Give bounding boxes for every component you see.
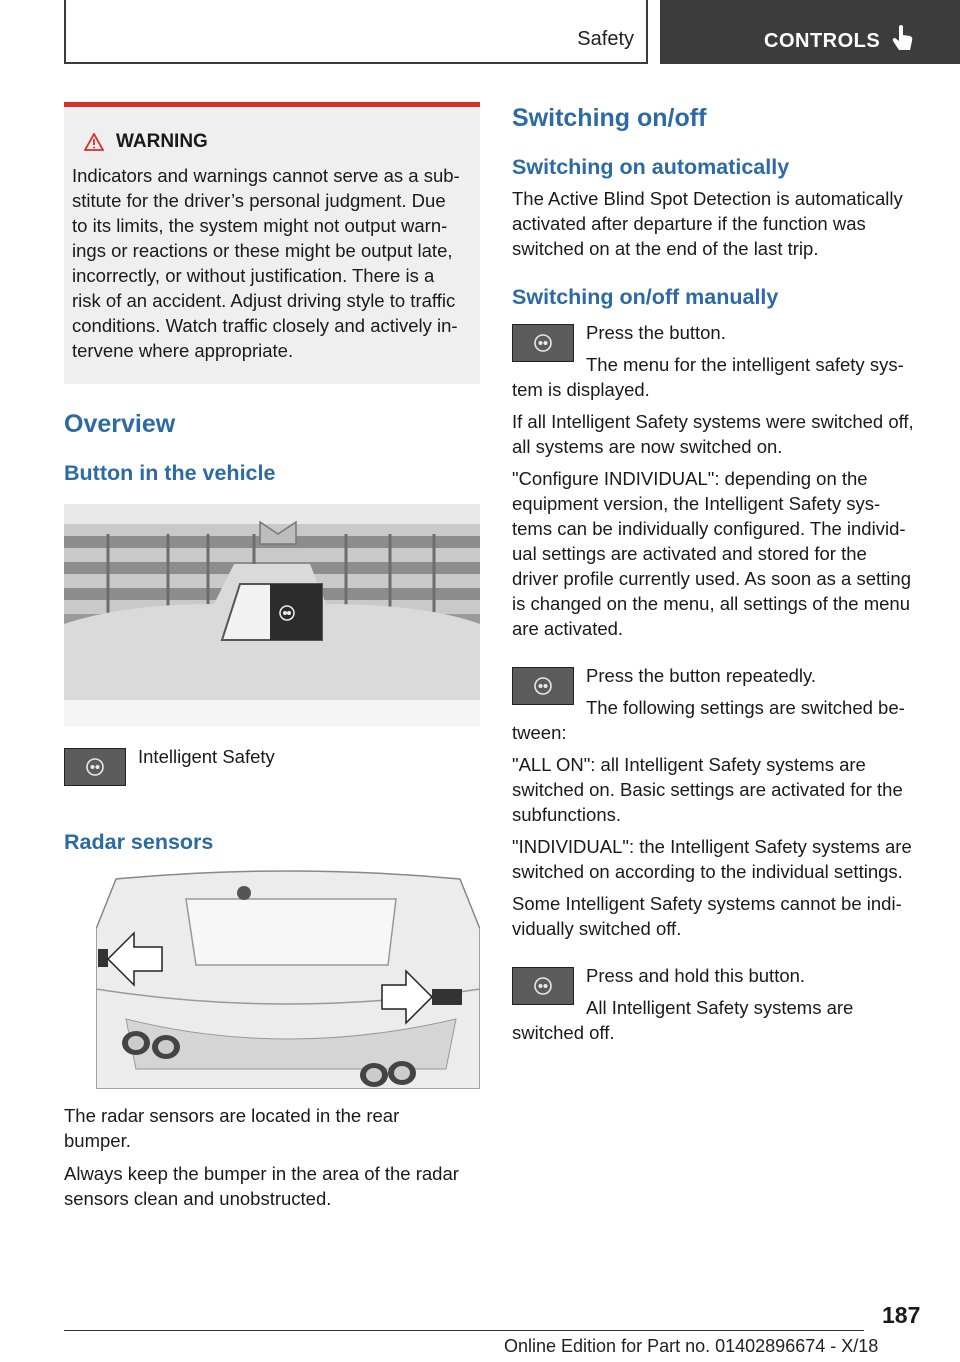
intelligent-safety-button-icon bbox=[64, 748, 126, 786]
intelligent-safety-button-icon bbox=[512, 667, 574, 705]
text-line: switched on according to the individual settings. bbox=[512, 861, 903, 882]
button-in-vehicle-heading: Button in the vehicle bbox=[64, 461, 276, 485]
text-line: is changed on the menu, all settings of the menu bbox=[512, 593, 911, 614]
left-column bbox=[64, 102, 480, 1211]
text-line: "ALL ON": all Intelligent Safety systems are bbox=[512, 754, 866, 775]
press-repeatedly-row bbox=[512, 663, 928, 720]
footer-edition: Online Edition for Part no. 01402896674 - X/18 bbox=[504, 1336, 879, 1356]
text-line: "Configure INDIVIDUAL": depending on the bbox=[512, 468, 868, 489]
switching-heading: Switching on/off bbox=[512, 104, 707, 132]
text-line: Press and hold this button. bbox=[586, 965, 806, 986]
warning-line: stitute for the driver’s personal judgment. Due bbox=[72, 190, 446, 211]
warning-line: incorrectly, or without justification. There is a bbox=[72, 265, 435, 286]
text-line: Always keep the bumper in the area of the radar bbox=[64, 1163, 459, 1184]
warning-line: conditions. Watch traffic closely and actively in- bbox=[72, 315, 458, 336]
pointing-hand-icon bbox=[892, 24, 914, 52]
switching-auto-text bbox=[512, 186, 928, 261]
text-line: switched on at the end of the last trip. bbox=[512, 238, 819, 259]
text-line: tems can be individually configured. The individ- bbox=[512, 518, 906, 539]
switching-auto-heading: Switching on automatically bbox=[512, 155, 790, 179]
text-line: are activated. bbox=[512, 618, 624, 639]
all-on-text bbox=[512, 752, 928, 827]
text-line: driver profile currently used. As soon as a setting bbox=[512, 568, 911, 589]
radar-sensors-heading: Radar sensors bbox=[64, 830, 214, 854]
individual-text bbox=[512, 834, 928, 884]
text-line: equipment version, the Intelligent Safety sys- bbox=[512, 493, 881, 514]
press-button-text bbox=[586, 320, 904, 377]
text-line: Press the button. bbox=[586, 322, 726, 343]
warning-title bbox=[84, 131, 466, 153]
warning-line: to its limits, the system might not output warn- bbox=[72, 215, 448, 236]
header-chapter-label: CONTROLS bbox=[764, 30, 881, 52]
text-line: The radar sensors are located in the rear bbox=[64, 1105, 400, 1126]
warning-line: ings or reactions or these might be output late, bbox=[72, 240, 453, 261]
press-hold-text bbox=[586, 963, 853, 1020]
warning-line: tervene where appropriate. bbox=[72, 340, 294, 361]
configure-individual-text bbox=[512, 466, 928, 641]
text-line: all systems are now switched on. bbox=[512, 436, 783, 457]
footer-divider bbox=[64, 1330, 864, 1331]
intelligent-safety-button-icon bbox=[512, 324, 574, 362]
text-line: The menu for the intelligent safety sys- bbox=[586, 354, 904, 375]
warning-line: Indicators and warnings cannot serve as a sub- bbox=[72, 165, 460, 186]
text-line: sensors clean and unobstructed. bbox=[64, 1188, 332, 1209]
switching-manual-heading: Switching on/off manually bbox=[512, 285, 779, 309]
warning-title-text: WARNING bbox=[116, 131, 208, 152]
intelligent-safety-button-row bbox=[64, 744, 480, 786]
cannot-switch-off-text bbox=[512, 891, 928, 941]
overview-heading: Overview bbox=[64, 410, 176, 438]
text-line: switched on. Basic settings are activated for the bbox=[512, 779, 903, 800]
text-line: "INDIVIDUAL": the Intelligent Safety systems are bbox=[512, 836, 912, 857]
all-off-switched-on-text bbox=[512, 409, 928, 459]
press-repeatedly-text bbox=[586, 663, 905, 720]
text-line: If all Intelligent Safety systems were switched off, bbox=[512, 411, 914, 432]
warning-box bbox=[64, 102, 480, 384]
header-section-label: Safety bbox=[577, 28, 634, 50]
following-settings-text: tween: bbox=[512, 722, 567, 743]
intelligent-safety-button-icon bbox=[512, 967, 574, 1005]
warning-text bbox=[72, 163, 466, 363]
intelligent-safety-caption: Intelligent Safety bbox=[138, 746, 275, 767]
text-line: ual settings are activated and stored for the bbox=[512, 543, 867, 564]
text-line: activated after departure if the function was bbox=[512, 213, 866, 234]
press-button-row bbox=[512, 320, 928, 377]
right-column bbox=[512, 102, 928, 1045]
header-section-tab bbox=[64, 0, 648, 64]
warning-triangle-icon bbox=[84, 133, 104, 151]
text-line: The following settings are switched be- bbox=[586, 697, 905, 718]
text-line: subfunctions. bbox=[512, 804, 622, 825]
page-number: 187 bbox=[882, 1302, 921, 1328]
text-line: The Active Blind Spot Detection is automatically bbox=[512, 188, 903, 209]
menu-displayed-text: tem is displayed. bbox=[512, 379, 650, 400]
warning-line: risk of an accident. Adjust driving style to traffic bbox=[72, 290, 456, 311]
all-switched-off-text: switched off. bbox=[512, 1022, 615, 1043]
keep-clean-text bbox=[64, 1161, 480, 1211]
text-line: Press the button repeatedly. bbox=[586, 665, 817, 686]
text-line: bumper. bbox=[64, 1130, 131, 1151]
rear-bumper-illustration bbox=[96, 869, 480, 1089]
press-hold-row bbox=[512, 963, 928, 1020]
text-line: All Intelligent Safety systems are bbox=[586, 997, 854, 1018]
text-line: vidually switched off. bbox=[512, 918, 682, 939]
radar-location-text bbox=[64, 1103, 480, 1153]
header-chapter-tab bbox=[660, 0, 960, 64]
grille-button-illustration bbox=[64, 504, 480, 726]
text-line: Some Intelligent Safety systems cannot be indi- bbox=[512, 893, 902, 914]
